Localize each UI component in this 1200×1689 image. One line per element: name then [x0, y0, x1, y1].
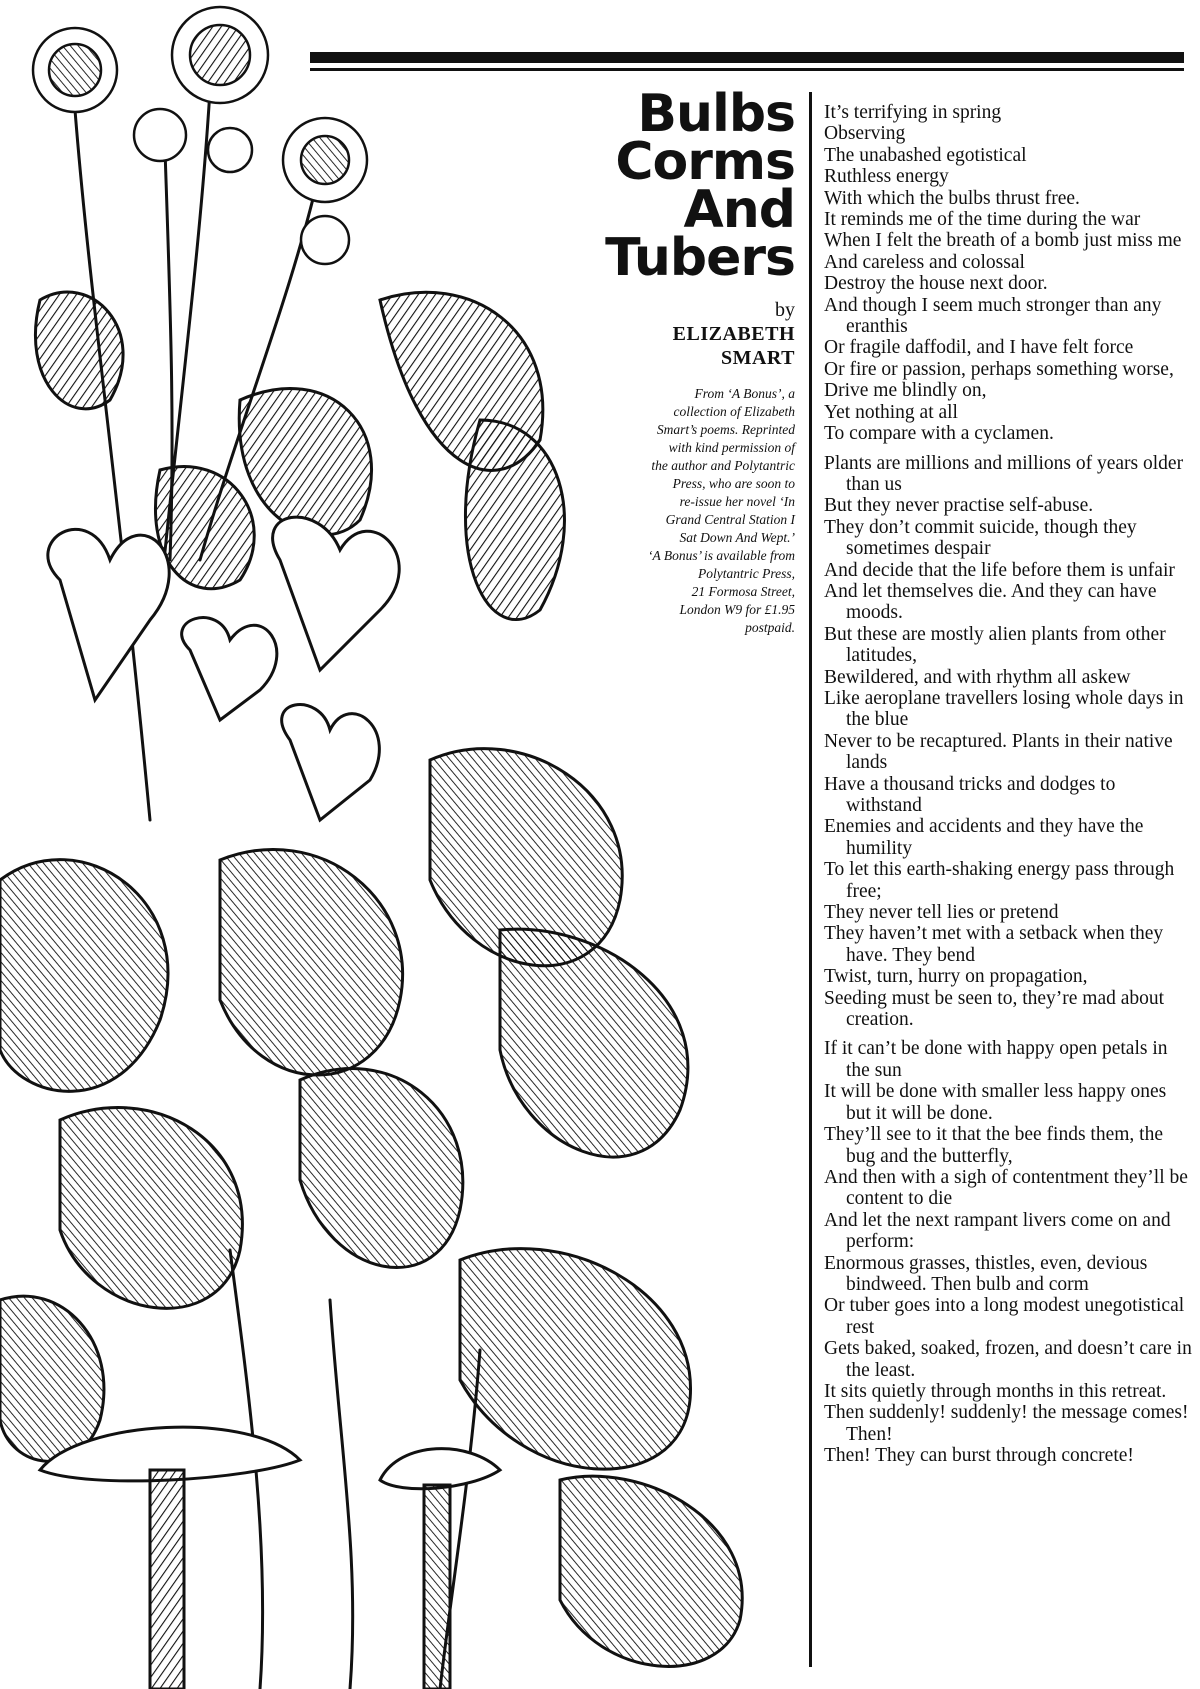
stanza	[824, 102, 1192, 445]
poem-line: And careless and colossal	[824, 251, 1025, 273]
poem-line: Or tuber goes into a long modest unegotistical rest	[824, 1295, 1185, 1338]
poem-line: Or fire or passion, perhaps something worse,	[824, 358, 1174, 380]
poem-line: And let the next rampant livers come on and perform:	[824, 1209, 1171, 1253]
poem-line: It will be done with smaller less happy ones but it will be done.	[824, 1081, 1167, 1124]
poem-line: Bewildered, and with rhythm all askew	[824, 666, 1131, 688]
poem-line: It’s terrifying in spring	[824, 102, 1002, 123]
poem-line: To let this earth-shaking energy pass through free;	[824, 859, 1175, 902]
poem-line: They never tell lies or pretend	[824, 902, 1059, 924]
credit-line: Grand Central Station I	[665, 512, 795, 527]
byline	[673, 298, 795, 370]
poem-line: Have a thousand tricks and dodges to withstand	[824, 773, 1116, 816]
credit-line: Smart’s poems. Reprinted	[656, 422, 795, 437]
poem-line: When I felt the breath of a bomb just miss me	[824, 230, 1182, 252]
title-line: Bulbs	[637, 84, 795, 144]
title-line: And	[683, 180, 795, 240]
poem-line: Plants are millions and millions of years older than us	[824, 452, 1184, 495]
title-line: Corms	[615, 132, 795, 192]
credit-line: 21 Formosa Street,	[691, 584, 795, 599]
credit-line: collection of Elizabeth	[673, 404, 795, 419]
poem-line: Observing	[824, 123, 906, 145]
poem-line: Or fragile daffodil, and I have felt force	[824, 337, 1134, 359]
poem-line: But these are mostly alien plants from other latitudes,	[824, 623, 1166, 667]
poem-line: Seeding must be seen to, they’re mad about creation.	[824, 987, 1165, 1031]
stanza	[824, 453, 1192, 1031]
poem-line: Then! They can burst through concrete!	[824, 1445, 1134, 1467]
poem-line: It reminds me of the time during the war	[824, 209, 1141, 231]
poem-line: Gets baked, soaked, frozen, and doesn’t care in the least.	[824, 1338, 1192, 1381]
poem-line: They haven’t met with a setback when they have. They bend	[824, 923, 1164, 966]
poem-line: Drive me blindly on,	[824, 380, 987, 402]
credit-line: re-issue her novel ‘In	[679, 494, 795, 509]
poem-body	[824, 102, 1192, 1475]
poem-line: The unabashed egotistical	[824, 144, 1027, 166]
poem-line: It sits quietly through months in this retreat.	[824, 1380, 1167, 1402]
credit-line: Sat Down And Wept.’	[679, 530, 795, 545]
poem-line: If it can’t be done with happy open petals in the sun	[824, 1038, 1168, 1081]
poem-line: And then with a sigh of contentment they’ll be content to die	[824, 1166, 1188, 1210]
poem-line: And let themselves die. And they can have moods.	[824, 580, 1157, 624]
author-name-line: SMART	[720, 347, 795, 369]
poem-line: Like aeroplane travellers losing whole days in the blue	[824, 687, 1184, 731]
poem-line: Enormous grasses, thistles, even, devious bindweed. Then bulb and corm	[824, 1252, 1148, 1295]
poem-line: Twist, turn, hurry on propagation,	[824, 966, 1088, 988]
stanza	[824, 1038, 1192, 1466]
publication-credit	[595, 385, 795, 637]
byline-by: by	[775, 299, 795, 321]
poem-line: To compare with a cyclamen.	[824, 423, 1054, 445]
poem-line: Never to be recaptured. Plants in their native lands	[824, 730, 1173, 774]
credit-line: the author and Polytantric	[651, 458, 795, 473]
poem-line: They don’t commit suicide, though they sometimes despair	[824, 516, 1137, 560]
author-name-line: ELIZABETH	[672, 323, 795, 345]
credit-line: From ‘A Bonus’, a	[694, 386, 795, 401]
poem-line: And decide that the life before them is unfair	[824, 559, 1175, 581]
poem-line: They’ll see to it that the bee finds them, the bug and the butterfly,	[824, 1124, 1163, 1167]
poem-line: Destroy the house next door.	[824, 273, 1048, 295]
title-line: Tubers	[605, 228, 795, 288]
poem-line: But they never practise self-abuse.	[824, 495, 1094, 517]
poem-line: With which the bulbs thrust free.	[824, 187, 1080, 209]
credit-line: with kind permission of	[668, 440, 795, 455]
credit-line: postpaid.	[745, 620, 795, 635]
poem-line: And though I seem much stronger than any eranthis	[824, 294, 1162, 338]
credit-line: Polytantric Press,	[698, 566, 795, 581]
poem-line: Yet nothing at all	[824, 401, 958, 423]
poem-title	[605, 84, 795, 288]
credit-line: Press, who are soon to	[672, 476, 795, 491]
poem-line: Ruthless energy	[824, 166, 949, 188]
poem-line: Then suddenly! suddenly! the message comes! Then!	[824, 1402, 1189, 1445]
credit-line: London W9 for £1.95	[679, 602, 795, 617]
credit-line: ‘A Bonus’ is available from	[648, 548, 795, 563]
poem-line: Enemies and accidents and they have the humility	[824, 816, 1144, 859]
